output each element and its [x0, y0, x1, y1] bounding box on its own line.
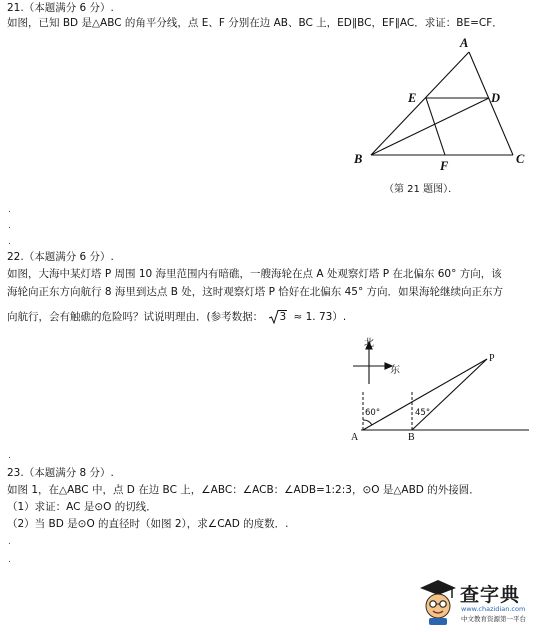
logo-title: 查字典: [460, 584, 521, 606]
paragraph-mark: .: [8, 237, 11, 247]
segment-bd: [371, 98, 489, 155]
paragraph-mark: .: [8, 221, 11, 231]
q23-line-1: 如图 1，在△ABC 中，点 D 在边 BC 上，∠ABC：∠ACB：∠ADB=1:2:3，⊙O 是△ABD 的外接圆．: [7, 484, 480, 496]
paragraph-mark: .: [8, 555, 11, 565]
q22-line-3: 向航行，会有触礁的危险吗？试说明理由．(参考数据： 3 ≈ 1. 73）.: [7, 311, 347, 323]
sqrt-sign-icon: [269, 310, 279, 324]
label-b: B: [354, 152, 363, 166]
q21-header: 21.（本题满分 6 分）.: [7, 2, 114, 14]
q22-lighthouse-figure: [345, 336, 540, 446]
angle-arc-a: [363, 420, 372, 425]
angle-60-label: 60°: [365, 408, 381, 418]
north-label: 北: [364, 338, 374, 349]
q21-body: 如图，已知 BD 是△ABC 的角平分线，点 E、F 分别在边 AB、BC 上，ED∥BC，EF∥AC．求证：BE=CF．: [7, 17, 503, 29]
point-p-label: P: [489, 353, 495, 364]
east-label: 东: [390, 365, 400, 376]
side-ab: [371, 52, 469, 155]
angle-45-label: 45°: [415, 408, 431, 418]
scholar-mascot-icon: [418, 578, 458, 626]
label-f: F: [440, 159, 449, 172]
q21-figure-caption: （第 21 题图）．: [384, 184, 459, 195]
q23-item-1: （1）求证：AC 是⊙O 的切线．: [7, 501, 157, 513]
paragraph-mark: .: [8, 205, 11, 215]
q23-item-2: （2）当 BD 是⊙O 的直径时（如图 2），求∠CAD 的度数．.: [7, 518, 289, 530]
logo-url: www.chazidian.com: [461, 605, 526, 613]
paragraph-mark: .: [8, 451, 11, 461]
q22-header: 22.（本题满分 6 分）.: [7, 251, 114, 263]
label-e: E: [408, 91, 417, 105]
chazidian-logo: [418, 578, 538, 628]
point-b-label: B: [408, 432, 415, 443]
q23-header: 23.（本题满分 8 分）.: [7, 467, 114, 479]
sightline-b-p: [412, 359, 487, 430]
label-d: D: [491, 91, 501, 105]
paragraph-mark: .: [8, 537, 11, 547]
q21-triangle-figure: [340, 32, 540, 172]
q22-line-2: 海轮向正东方向航行 8 海里到达点 B 处，这时观察灯塔 P 恰好在北偏东 45° 方向．如果海轮继续向正东方: [7, 286, 504, 298]
point-a-label: A: [351, 432, 359, 443]
sightline-a-p: [363, 359, 487, 430]
logo-slogan: 中文教育资源第一平台: [461, 615, 526, 623]
label-c: C: [516, 152, 525, 166]
label-a: A: [460, 36, 469, 50]
q22-line-1: 如图，大海中某灯塔 P 周围 10 海里范围内有暗礁，一艘海轮在点 A 处观察灯塔 P 在北偏东 60° 方向，该: [7, 268, 502, 280]
sqrt-3: 3: [269, 311, 287, 324]
